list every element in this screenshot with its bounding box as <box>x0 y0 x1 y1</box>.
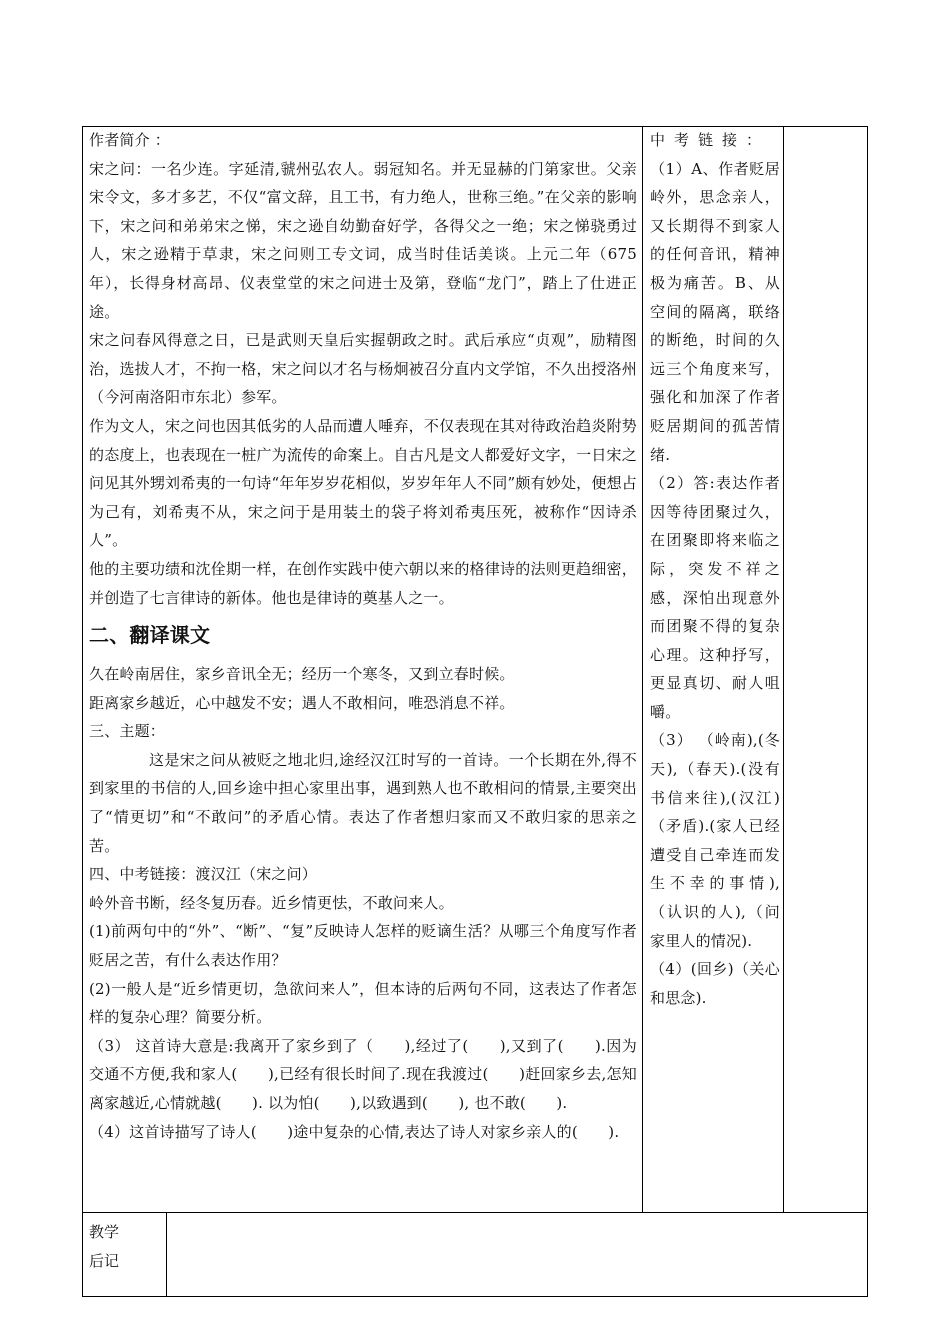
column-divider-1 <box>642 126 643 1213</box>
author-intro-paragraph-2: 宋之问春风得意之日，已是武则天皇后实握朝政之时。武后承应“贞观”，励精图治，选拔人才，不拘一格，宋之问以才名与杨炯被召分直内文学馆，不久出授洛州（今河南洛阳市东北）参军。 <box>89 331 637 407</box>
answer-1: （1）A、作者贬居岭外，思念亲人，又长期得不到家人的任何音讯，精神极为痛苦。B、从空间的隔离，联络的断绝，时间的久远三个角度来写，强化和加深了作者贬居期间的孤苦情绪. <box>650 159 780 464</box>
question-3: （3） 这首诗大意是:我离开了家乡到了（ ),经过了( ),又到了( ).因为交通不方便,我和家人( ),已经有很长时间了.现在我渡过( )赶回家乡去,怎知离家越近,心情就越( ). 以为怕( ),以致遇到( ), 也不敢( ). <box>89 1036 637 1112</box>
column-divider-2 <box>783 126 784 1213</box>
answer-2: （2）答:表达作者因等待团聚过久，在团聚即将来临之际，突发不祥之感，深怕出现意外而团聚不得的复杂心理。这种抒写，更显真切、耐人咀嚼。 <box>650 474 780 721</box>
exam-link-heading: 四、中考链接：渡汉江（宋之问） <box>89 865 318 884</box>
table-left-border <box>82 126 83 1297</box>
author-intro-title: 作者简介 ： <box>89 131 170 149</box>
row-divider <box>82 1212 868 1213</box>
author-intro-paragraph-1: 宋之问：一名少连。字延清,虢州弘农人。弱冠知名。并无显赫的门第家世。父亲宋令文，多才多艺，不仅“富文辞，且工书，有力绝人，世称三绝。”在父亲的影响下，宋之问和弟弟宋之悌，宋之逊自幼勤奋好学，各得父之一绝；宋之悌骁勇过人，宋之逊精于草隶，宋之问则工专文词，成当时佳话美谈。上元二年（675年），长得身材高昂、仪表堂堂的宋之问进士及第，登临“龙门”，踏上了仕进正途。 <box>89 159 637 321</box>
translation-line-1: 久在岭南居住，家乡音讯全无；经历一个寒冬，又到立春时候。 <box>89 665 515 684</box>
postscript-content[interactable] <box>172 1218 862 1290</box>
answers-cell <box>650 126 780 1012</box>
question-1: (1)前两句中的“外”、“断”、“复”反映诗人怎样的贬谪生活？从哪三个角度写作者贬居之苦，有什么表达作用？ <box>89 922 637 970</box>
answer-4: （4）(回乡)（关心和思念). <box>650 960 780 1007</box>
theme-heading: 三、主题： <box>89 722 166 741</box>
translation-line-2: 距离家乡越近，心中越发不安；遇人不敢相问，唯恐消息不祥。 <box>89 693 515 712</box>
postscript-label-line-2: 后记 <box>89 1252 120 1270</box>
question-2: (2)一般人是“近乡情更切，急欲问来人”，但本诗的后两句不同，这表达了作者怎样的复杂心理？简要分析。 <box>89 979 637 1027</box>
table-right-border <box>867 126 868 1297</box>
translation-heading: 二、翻译课文 <box>89 623 211 648</box>
answer-3: （3） （岭南),(冬天),（春天).(没有书信来往),(汉江)（矛盾).(家人已经遭受自己牵连而发生不幸的事情),（认识的人),（问家里人的情况). <box>650 731 780 950</box>
question-4: （4）这首诗描写了诗人( )途中复杂的心情,表达了诗人对家乡亲人的( ). <box>89 1122 620 1141</box>
teaching-postscript-label <box>89 1218 159 1276</box>
author-intro-paragraph-3: 作为文人，宋之问也因其低劣的人品而遭人唾弃，不仅表现在其对待政治趋炎附势的态度上，也表现在一桩广为流传的命案上。自古凡是文人都爱好文字，一日宋之问见其外甥刘希夷的一句诗“年年岁岁花相似，岁岁年年人不同”颇有妙处，便想占为己有，刘希夷不从，宋之问于是用装土的袋子将刘希夷压死，被称作“因诗杀人”。 <box>89 416 637 550</box>
main-content-cell <box>89 126 637 1146</box>
theme-body: 这是宋之问从被贬之地北归,途经汉江时写的一首诗。一个长期在外,得不到家里的书信的人,回乡途中担心家里出事，遇到熟人也不敢相问的情景,主要突出了“情更切”和“不敢问”的矛盾心情。表达了作者想归家而又不敢归家的思亲之苦。 <box>89 750 637 855</box>
postscript-label-line-1: 教学 <box>89 1223 120 1241</box>
postscript-divider <box>166 1212 167 1297</box>
answers-title: 中考链接： <box>650 131 771 149</box>
author-intro-paragraph-4: 他的主要功绩和沈佺期一样，在创作实践中使六朝以来的格律诗的法则更趋细密，并创造了七言律诗的新体。他也是律诗的奠基人之一。 <box>89 559 637 607</box>
poem-text: 岭外音书断，经冬复历春。近乡情更怯，不敢问来人。 <box>89 893 454 912</box>
table-bottom-border <box>82 1296 868 1297</box>
